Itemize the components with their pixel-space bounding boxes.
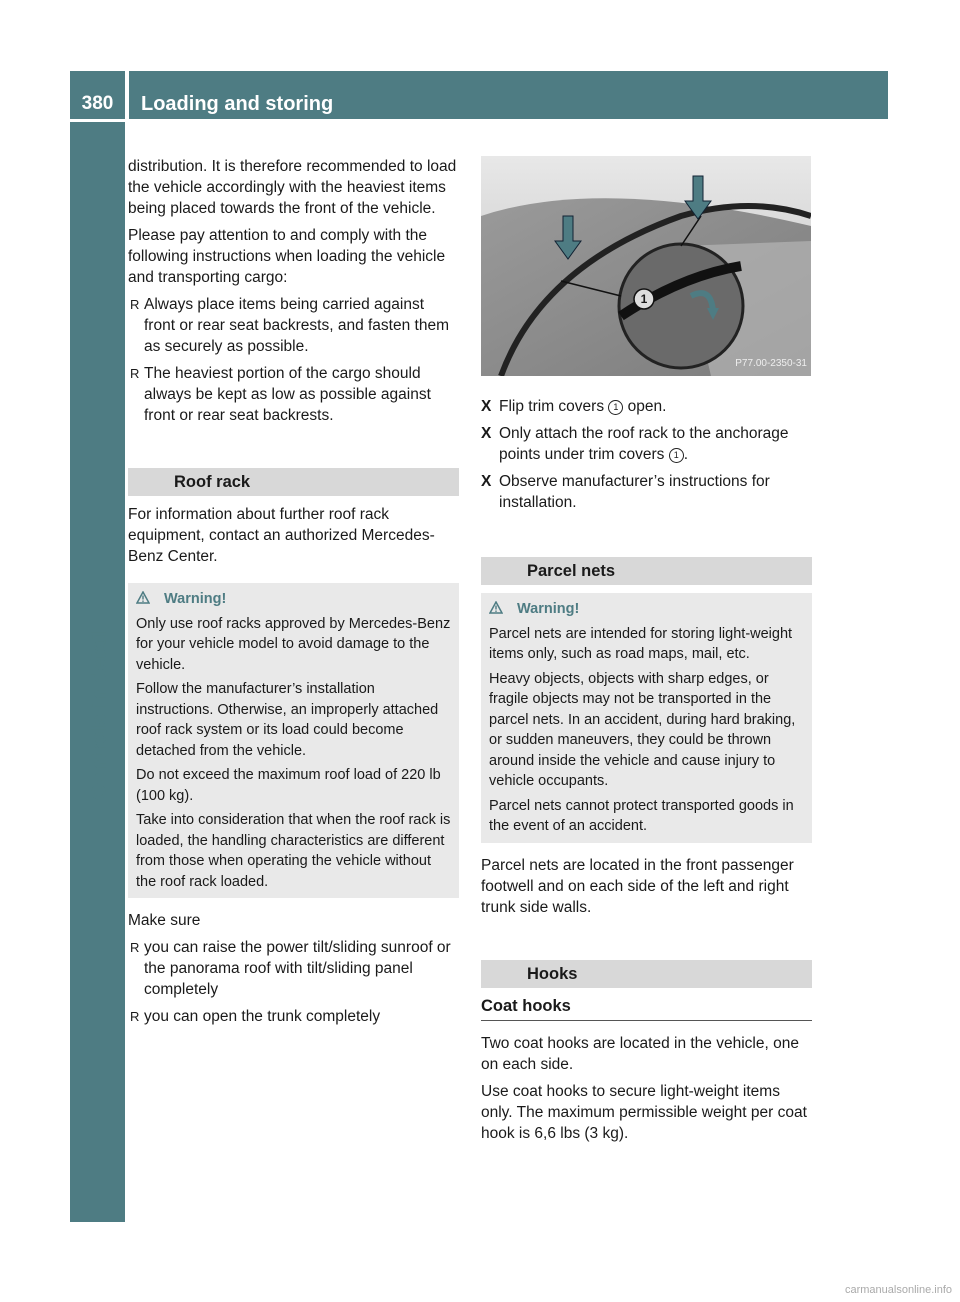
warning-paragraph: Do not exceed the maximum roof load of 220 lb (100 kg). bbox=[136, 767, 441, 804]
callout-1-icon: 1 bbox=[669, 448, 684, 463]
warning-triangle-icon bbox=[489, 601, 507, 617]
coat-hooks-paragraph-1: Two coat hooks are located in the vehicle, one on each side. bbox=[481, 1034, 799, 1073]
warning-triangle-icon bbox=[136, 591, 154, 607]
coat-hooks-paragraph-2: Use coat hooks to secure light-weight items only. The maximum permissible weight per coat hook is 6,6 lbs (3 kg). bbox=[481, 1082, 807, 1142]
roof-rack-text: For information about further roof rack equipment, contact an authorized Mercedes-Benz Center. bbox=[128, 506, 435, 565]
list-item: R you can raise the power tilt/sliding sunroof or the panorama roof with tilt/sliding panel completely bbox=[130, 939, 451, 998]
parcel-nets-text: Parcel nets are located in the front passenger footwell and on each side of the left and right trunk side walls. bbox=[481, 856, 794, 916]
list-item: R Always place items being carried against front or rear seat backrests, and fasten them as securely as possible. bbox=[130, 296, 449, 355]
roof-rack-figure bbox=[481, 156, 811, 376]
list-item: R The heaviest portion of the cargo should always be kept as low as possible against front or rear seat backrests. bbox=[130, 365, 431, 424]
intro-paragraph-2: Please pay attention to and comply with the following instructions when loading the vehicle and transporting cargo: bbox=[128, 227, 446, 286]
subheading-coat-hooks: Coat hooks bbox=[481, 996, 812, 1021]
section-heading-roof-rack: Roof rack bbox=[128, 468, 459, 496]
section-heading-hooks: Hooks bbox=[481, 960, 812, 988]
sidebar-label: Controls in detail bbox=[88, 628, 111, 800]
warning-paragraph: Follow the manufacturer’s installation instructions. Otherwise, an improperly attached roof rack system or its load could become detached from the vehicle. bbox=[136, 681, 439, 759]
instruction-step: X Flip trim covers 1 open. bbox=[481, 398, 667, 415]
warning-title: Warning! bbox=[164, 591, 227, 607]
warning-paragraph: Take into consideration that when the roof rack is loaded, the handling characteristics are different from those when operating the vehicle without the roof rack loaded. bbox=[136, 812, 451, 890]
page-number: 380 bbox=[70, 71, 125, 119]
callout-1-icon: 1 bbox=[608, 400, 623, 415]
warning-paragraph: Parcel nets are intended for storing light-weight items only, such as road maps, mail, etc. bbox=[489, 625, 793, 662]
figure-code: P77.00-2350-31 bbox=[735, 358, 807, 369]
figure-callout: 1 bbox=[640, 292, 648, 306]
instruction-step: X Only attach the roof rack to the anchorage points under trim covers 1 . bbox=[481, 425, 789, 463]
instruction-step: X Observe manufacturer’s instructions for installation. bbox=[481, 473, 770, 511]
left-column bbox=[128, 156, 459, 1033]
list-item: R you can open the trunk completely bbox=[130, 1008, 381, 1025]
warning-paragraph: Parcel nets cannot protect transported goods in the event of an accident. bbox=[489, 797, 794, 834]
intro-paragraph-1: distribution. It is therefore recommended to load the vehicle accordingly with the heaviest items being placed towards the front of the vehicle. bbox=[128, 158, 457, 217]
chapter-title: Loading and storing bbox=[129, 71, 888, 119]
make-sure-text: Make sure bbox=[128, 912, 201, 929]
warning-paragraph: Only use roof racks approved by Mercedes-Benz for your vehicle model to avoid damage to the vehicle. bbox=[136, 615, 451, 673]
section-heading-parcel-nets: Parcel nets bbox=[481, 557, 812, 585]
warning-box bbox=[481, 593, 812, 843]
warning-title: Warning! bbox=[517, 601, 580, 617]
warning-paragraph: Heavy objects, objects with sharp edges, or fragile objects may not be transported in the parcel nets. In an accident, during hard braking, or sudden maneuvers, they could be thrown around inside the vehicle and cause injury to vehicle occupants. bbox=[489, 670, 796, 789]
warning-box bbox=[128, 583, 459, 898]
watermark: carmanualsonline.info bbox=[844, 1284, 952, 1296]
right-column bbox=[481, 156, 812, 1150]
